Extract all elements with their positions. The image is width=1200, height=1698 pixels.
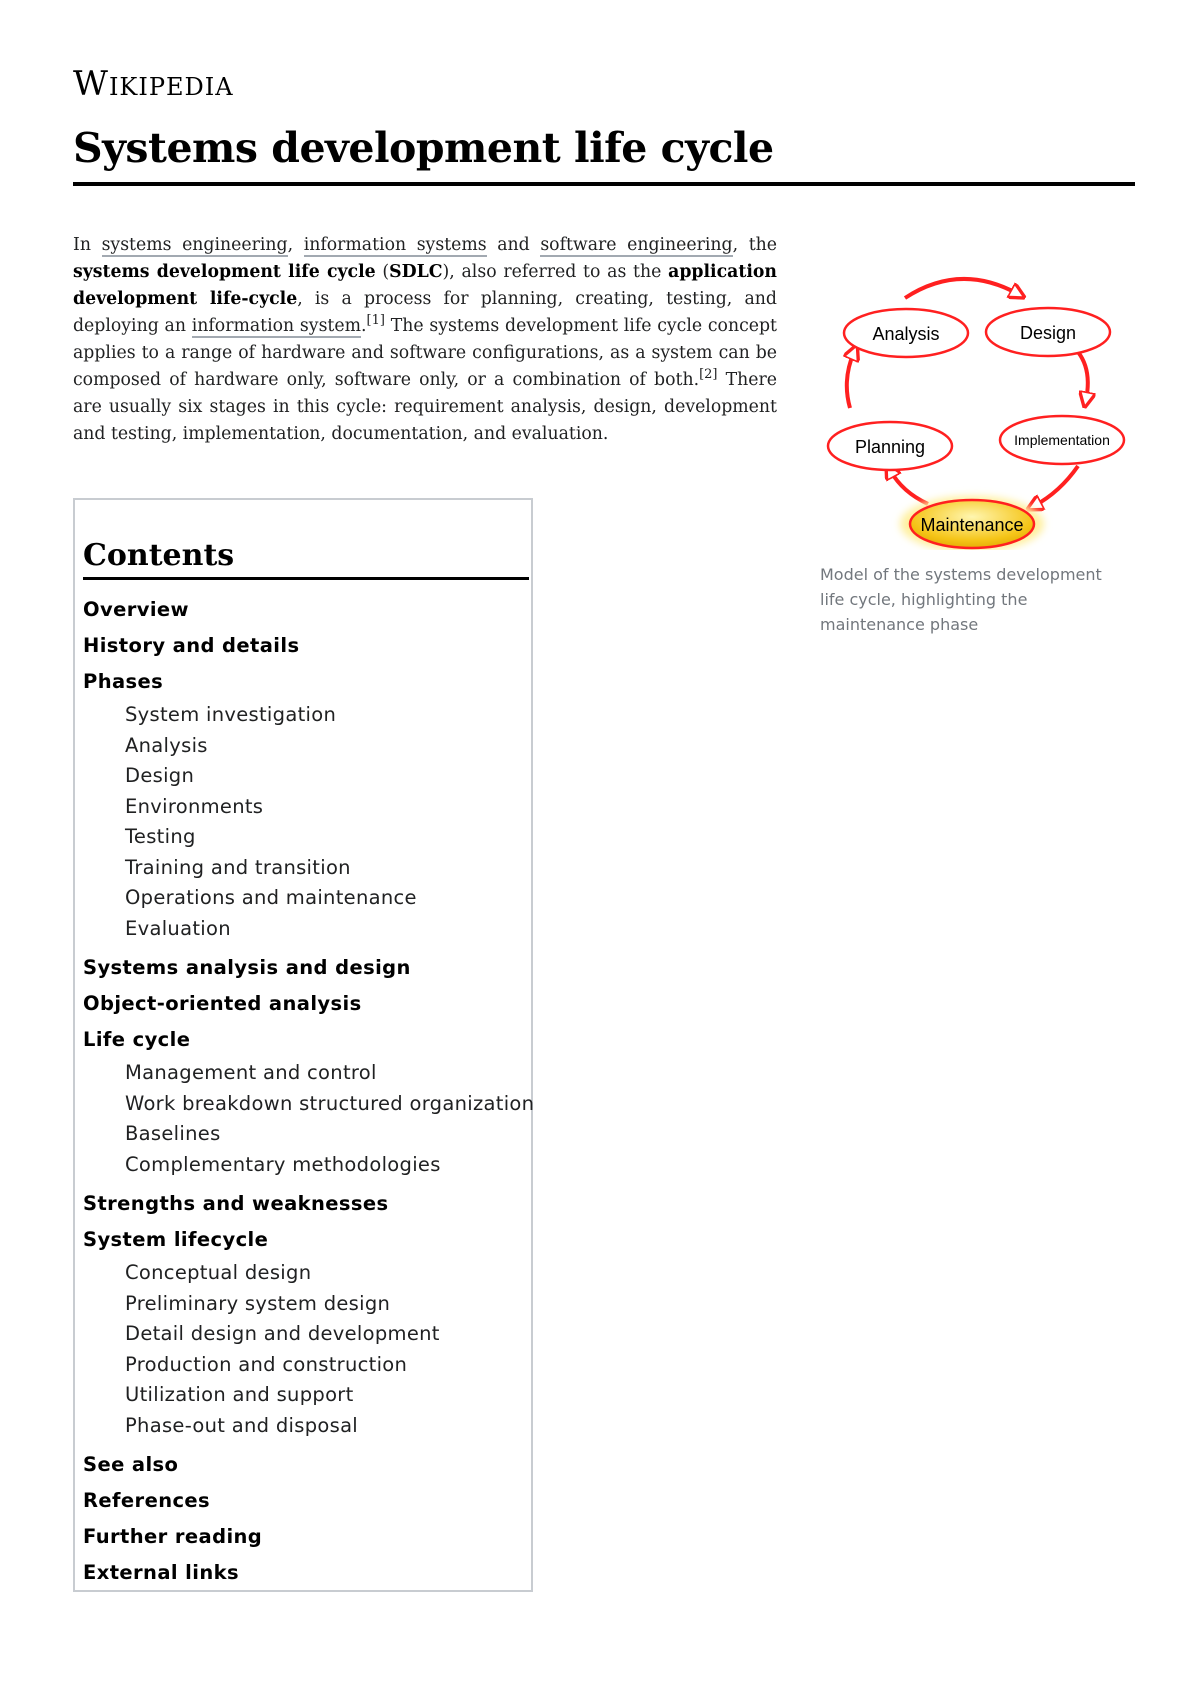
toc-title: Contents bbox=[83, 538, 529, 580]
toc-subsection-link[interactable]: Complementary methodologies bbox=[125, 1152, 441, 1176]
wikipedia-logo[interactable]: Wikipedia bbox=[73, 64, 234, 104]
reference-2[interactable]: [2] bbox=[699, 367, 718, 383]
intro-text: The systems development life cycle concept applies to a range of hardware and software configurations, as a system can be composed of hardware only, software only, or a combination of both. bbox=[73, 316, 778, 390]
intro-text: ( bbox=[375, 262, 390, 282]
node-implementation-label: Implementation bbox=[1014, 432, 1110, 448]
toc-subsection-link[interactable]: Utilization and support bbox=[125, 1383, 354, 1406]
toc-section-link[interactable]: External links bbox=[83, 1561, 240, 1584]
link-information-system[interactable]: information system bbox=[191, 316, 361, 336]
link-information-systems[interactable]: information systems bbox=[303, 235, 487, 255]
toc-subsection-link[interactable]: Work breakdown structured organization bbox=[125, 1091, 535, 1115]
arrow-design-to-implementation bbox=[1078, 352, 1088, 400]
node-analysis-label: Analysis bbox=[872, 324, 940, 344]
intro-text: , the bbox=[732, 235, 778, 255]
toc-subsection-link[interactable]: Operations and maintenance bbox=[125, 886, 417, 909]
node-design-label: Design bbox=[1019, 323, 1077, 343]
intro-text: . bbox=[361, 316, 367, 336]
arrow-planning-to-analysis bbox=[847, 352, 854, 408]
intro-paragraph bbox=[73, 232, 777, 448]
toc-section-link[interactable]: Further reading bbox=[83, 1525, 263, 1548]
intro-text: In bbox=[73, 235, 102, 255]
toc-section-link[interactable]: See also bbox=[83, 1453, 179, 1476]
toc-section-link[interactable]: History and details bbox=[83, 634, 300, 657]
term-sdlc: systems development life cycle bbox=[73, 262, 376, 282]
toc-subsection-link[interactable]: Evaluation bbox=[125, 916, 231, 940]
toc-subsection-link[interactable]: System investigation bbox=[125, 703, 337, 726]
sdlc-diagram[interactable] bbox=[820, 270, 1130, 550]
term-application-development: application development life-cycle bbox=[73, 262, 777, 309]
toc-subsection-link[interactable]: Design bbox=[125, 764, 195, 787]
toc-subsection-link[interactable]: Environments bbox=[125, 794, 264, 818]
toc-subsection-link[interactable]: Preliminary system design bbox=[125, 1291, 391, 1315]
reference-1[interactable]: [1] bbox=[366, 313, 385, 329]
link-software-engineering[interactable]: software engineering bbox=[540, 235, 733, 255]
toc-subsection-link[interactable]: Baselines bbox=[125, 1122, 221, 1145]
toc-subsection-link[interactable]: Production and construction bbox=[125, 1352, 408, 1376]
toc-section-link[interactable]: System lifecycle bbox=[83, 1228, 269, 1251]
sdlc-cycle-svg bbox=[820, 270, 1130, 550]
toc-section-link[interactable]: Overview bbox=[83, 598, 189, 621]
intro-text: , bbox=[287, 235, 304, 255]
arrow-analysis-to-design bbox=[905, 279, 1018, 298]
intro-text: There are usually six stages in this cycle: requirement analysis, design, development and testing, implementation, documentation, and evaluation. bbox=[73, 370, 778, 444]
toc-section-link[interactable]: References bbox=[83, 1489, 211, 1512]
toc-subsection-link[interactable]: Management and control bbox=[125, 1061, 377, 1084]
toc-list bbox=[83, 592, 534, 1591]
toc-section-link[interactable]: Systems analysis and design bbox=[83, 956, 411, 979]
toc-subsection-link[interactable]: Conceptual design bbox=[125, 1261, 312, 1284]
toc-subsection-link[interactable]: Training and transition bbox=[125, 855, 351, 879]
intro-text: and bbox=[486, 235, 541, 255]
toc-subsection-link[interactable]: Detail design and development bbox=[125, 1322, 440, 1345]
figure-caption: Model of the systems development life cycle, highlighting the maintenance phase bbox=[820, 565, 1102, 634]
link-systems-engineering[interactable]: systems engineering bbox=[101, 235, 288, 255]
toc-section-link[interactable]: Object-oriented analysis bbox=[83, 992, 362, 1015]
toc-subsection-link[interactable]: Testing bbox=[125, 825, 196, 848]
toc-subsection-link[interactable]: Analysis bbox=[125, 733, 208, 757]
node-maintenance-label: Maintenance bbox=[920, 515, 1024, 535]
toc-section-link[interactable]: Phases bbox=[83, 670, 164, 693]
toc-section-link[interactable]: Strengths and weaknesses bbox=[83, 1192, 389, 1215]
node-planning-label: Planning bbox=[854, 437, 926, 457]
toc-subsection-link[interactable]: Phase-out and disposal bbox=[125, 1413, 359, 1437]
intro-text: ), also referred to as the bbox=[442, 262, 669, 282]
arrow-maintenance-to-planning bbox=[890, 470, 928, 504]
intro-text: , is a process for planning, creating, testing, and deploying an bbox=[73, 289, 777, 336]
arrow-implementation-to-maintenance bbox=[1034, 466, 1078, 506]
page-title: Systems development life cycle bbox=[73, 124, 1135, 186]
toc-section-link[interactable]: Life cycle bbox=[83, 1028, 191, 1051]
table-of-contents bbox=[73, 498, 533, 1592]
term-sdlc-abbr: SDLC bbox=[389, 262, 443, 282]
